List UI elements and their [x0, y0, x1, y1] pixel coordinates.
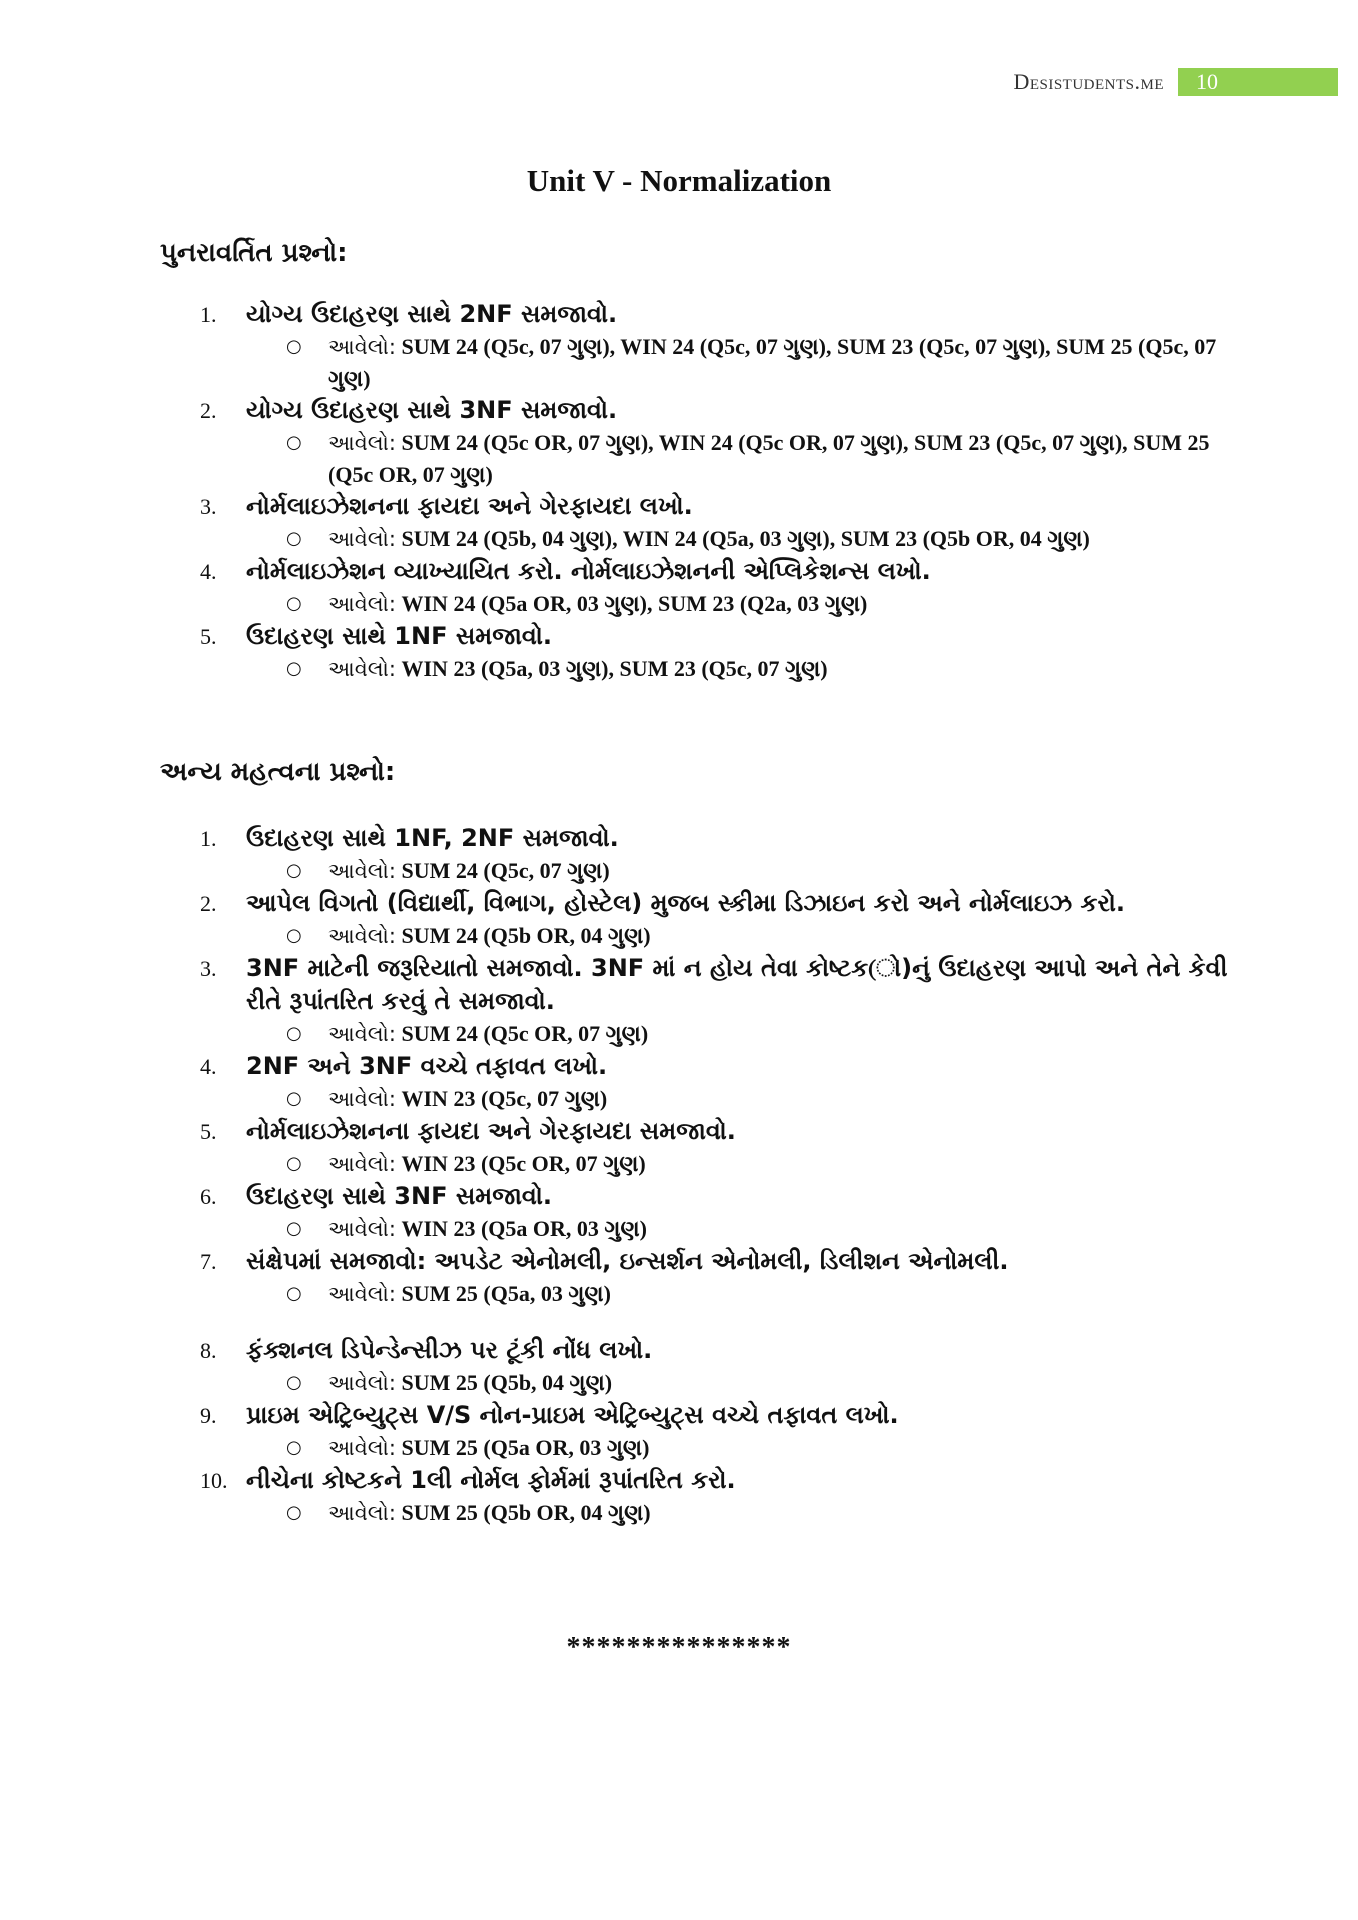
question-number: 5. [200, 1119, 217, 1144]
question-number: 6. [200, 1184, 217, 1209]
page-title: Unit V - Normalization [526, 163, 832, 198]
circle-bullet-icon: ○ [286, 860, 302, 881]
question-reference [286, 523, 1230, 555]
reference-detail: SUM 24 (Q5c OR, 07 ગુણ), WIN 24 (Q5c OR, 07 ગુણ), SUM 23 (Q5c, 07 ગુણ), SUM 25 (Q5c OR, 07 ગુણ) [328, 430, 1210, 487]
question-item [200, 1180, 1230, 1245]
circle-bullet-icon: ○ [286, 528, 302, 549]
question-number: 9. [200, 1403, 217, 1428]
question-text: યોગ્ય ઉદાહરણ સાથે 2NF સમજાવો. [246, 300, 618, 328]
reference-label: આવેલો: [328, 859, 396, 883]
circle-bullet-icon: ○ [286, 1502, 302, 1523]
question-number: 3. [200, 494, 217, 519]
reference-label: આવેલો: [328, 1371, 396, 1395]
question-item [200, 1050, 1230, 1115]
circle-bullet-icon: ○ [286, 1023, 302, 1044]
question-number: 3. [200, 956, 217, 981]
question-reference [286, 331, 1230, 394]
question-number: 2. [200, 398, 217, 423]
reference-detail: WIN 23 (Q5a OR, 03 ગુણ) [401, 1216, 647, 1241]
site-name: Desistudents.me [1013, 69, 1164, 94]
footer-stars: *************** [566, 1632, 792, 1663]
reference-detail: WIN 23 (Q5c OR, 07 ગુણ) [401, 1151, 646, 1176]
question-text: પ્રાઇમ એટ્રિબ્યુટ્સ V/S નોન-પ્રાઇમ એટ્રિબ્યુટ્સ વચ્ચે તફાવત લખો. [246, 1401, 899, 1429]
reference-label: આવેલો: [328, 1436, 396, 1460]
question-text: નોર્મલાઇઝેશનના ફાયદા અને ગેરફાયદા લખો. [246, 492, 693, 520]
question-text: 3NF માટેની જરૂરિયાતો સમજાવો. 3NF માં ન હોય તેવા કોષ્ટક(ો)નું ઉદાહરણ આપો અને તેને કેવી રીતે રૂપાંતરિત કરવું તે સમજાવો. [246, 954, 1228, 1015]
question-item [200, 1399, 1230, 1464]
question-reference [286, 427, 1230, 490]
reference-detail: SUM 25 (Q5a, 03 ગુણ) [401, 1281, 611, 1306]
question-reference [286, 1497, 1230, 1529]
question-reference [286, 1148, 1230, 1180]
reference-detail: SUM 25 (Q5b, 04 ગુણ) [401, 1370, 613, 1395]
circle-bullet-icon: ○ [286, 1218, 302, 1239]
reference-label: આવેલો: [328, 335, 396, 359]
reference-label: આવેલો: [328, 1152, 396, 1176]
reference-detail: SUM 24 (Q5c, 07 ગુણ), WIN 24 (Q5c, 07 ગુણ), SUM 23 (Q5c, 07 ગુણ), SUM 25 (Q5c, 07 ગુણ) [328, 334, 1217, 391]
question-number: 1. [200, 826, 217, 851]
question-text: ફંક્શનલ ડિપેન્ડેન્સીઝ પર ટૂંકી નોંધ લખો. [246, 1336, 653, 1364]
question-number: 2. [200, 891, 217, 916]
reference-label: આવેલો: [328, 431, 396, 455]
other-question-list [200, 822, 1230, 1529]
question-text: યોગ્ય ઉદાહરણ સાથે 3NF સમજાવો. [246, 396, 618, 424]
question-text: આપેલ વિગતો (વિદ્યાર્થી, વિભાગ, હોસ્ટેલ) મુજબ સ્કીમા ડિઝાઇન કરો અને નોર્મલાઇઝ કરો. [246, 889, 1126, 917]
reference-label: આવેલો: [328, 1217, 396, 1241]
circle-bullet-icon: ○ [286, 336, 302, 357]
reference-detail: SUM 24 (Q5c OR, 07 ગુણ) [401, 1021, 649, 1046]
reference-detail: SUM 25 (Q5a OR, 03 ગુણ) [401, 1435, 650, 1460]
circle-bullet-icon: ○ [286, 1437, 302, 1458]
question-number: 1. [200, 302, 217, 327]
question-reference [286, 653, 1230, 685]
question-reference [286, 1083, 1230, 1115]
question-reference [286, 1367, 1230, 1399]
question-number: 10. [200, 1468, 228, 1493]
question-item [200, 298, 1230, 394]
reference-detail: WIN 23 (Q5c, 07 ગુણ) [401, 1086, 608, 1111]
reference-label: આવેલો: [328, 1501, 396, 1525]
question-reference [286, 855, 1230, 887]
reference-detail: SUM 24 (Q5b, 04 ગુણ), WIN 24 (Q5a, 03 ગુણ), SUM 23 (Q5b OR, 04 ગુણ) [401, 526, 1090, 551]
question-text: ઉદાહરણ સાથે 1NF, 2NF સમજાવો. [246, 824, 619, 852]
question-item [200, 1334, 1230, 1399]
page-header [1013, 68, 1338, 96]
reference-detail: SUM 24 (Q5b OR, 04 ગુણ) [401, 923, 651, 948]
question-reference [286, 1018, 1230, 1050]
question-item [200, 887, 1230, 952]
circle-bullet-icon: ○ [286, 1153, 302, 1174]
question-item [200, 1115, 1230, 1180]
question-text: નીચેના કોષ્ટકને 1લી નોર્મલ ફોર્મમાં રૂપાંતરિત કરો. [246, 1466, 736, 1494]
circle-bullet-icon: ○ [286, 925, 302, 946]
question-text: 2NF અને 3NF વચ્ચે તફાવત લખો. [246, 1052, 608, 1080]
reference-label: આવેલો: [328, 1282, 396, 1306]
question-text: નોર્મલાઇઝેશનના ફાયદા અને ગેરફાયદા સમજાવો. [246, 1117, 736, 1145]
question-text: ઉદાહરણ સાથે 1NF સમજાવો. [246, 622, 552, 650]
question-number: 7. [200, 1249, 217, 1274]
circle-bullet-icon: ○ [286, 1283, 302, 1304]
section-heading-repeated: પુનરાવર્તિત પ્રશ્નો: [160, 238, 348, 268]
question-item [200, 952, 1230, 1050]
reference-label: આવેલો: [328, 1022, 396, 1046]
circle-bullet-icon: ○ [286, 1372, 302, 1393]
section-heading-other: અન્ય મહત્વના પ્રશ્નો: [160, 757, 396, 787]
reference-label: આવેલો: [328, 924, 396, 948]
question-reference [286, 588, 1230, 620]
question-text: નોર્મલાઇઝેશન વ્યાખ્યાયિત કરો. નોર્મલાઇઝેશનની એપ્લિકેશન્સ લખો. [246, 557, 931, 585]
reference-label: આવેલો: [328, 1087, 396, 1111]
reference-label: આવેલો: [328, 527, 396, 551]
question-number: 4. [200, 1054, 217, 1079]
question-item [200, 620, 1230, 685]
question-reference [286, 1278, 1230, 1310]
question-item [200, 555, 1230, 620]
reference-detail: SUM 25 (Q5b OR, 04 ગુણ) [401, 1500, 651, 1525]
question-reference [286, 1213, 1230, 1245]
question-reference [286, 1432, 1230, 1464]
repeated-question-list [200, 298, 1230, 685]
question-item [200, 394, 1230, 490]
circle-bullet-icon: ○ [286, 1088, 302, 1109]
page-number: 10 [1178, 68, 1338, 96]
question-item [200, 1245, 1230, 1310]
question-text: ઉદાહરણ સાથે 3NF સમજાવો. [246, 1182, 552, 1210]
reference-label: આવેલો: [328, 657, 396, 681]
question-reference [286, 920, 1230, 952]
circle-bullet-icon: ○ [286, 658, 302, 679]
reference-detail: SUM 24 (Q5c, 07 ગુણ) [401, 858, 610, 883]
question-item [200, 1464, 1230, 1529]
circle-bullet-icon: ○ [286, 593, 302, 614]
question-item [200, 822, 1230, 887]
question-number: 5. [200, 624, 217, 649]
question-number: 4. [200, 559, 217, 584]
question-text: સંક્ષેપમાં સમજાવો: અપડેટ એનોમલી, ઇન્સર્શન એનોમલી, ડિલીશન એનોમલી. [246, 1247, 1009, 1275]
question-number: 8. [200, 1338, 217, 1363]
reference-detail: WIN 24 (Q5a OR, 03 ગુણ), SUM 23 (Q2a, 03 ગુણ) [401, 591, 868, 616]
list-spacer [200, 1310, 1230, 1334]
circle-bullet-icon: ○ [286, 432, 302, 453]
reference-detail: WIN 23 (Q5a, 03 ગુણ), SUM 23 (Q5c, 07 ગુણ) [401, 656, 828, 681]
reference-label: આવેલો: [328, 592, 396, 616]
question-item [200, 490, 1230, 555]
